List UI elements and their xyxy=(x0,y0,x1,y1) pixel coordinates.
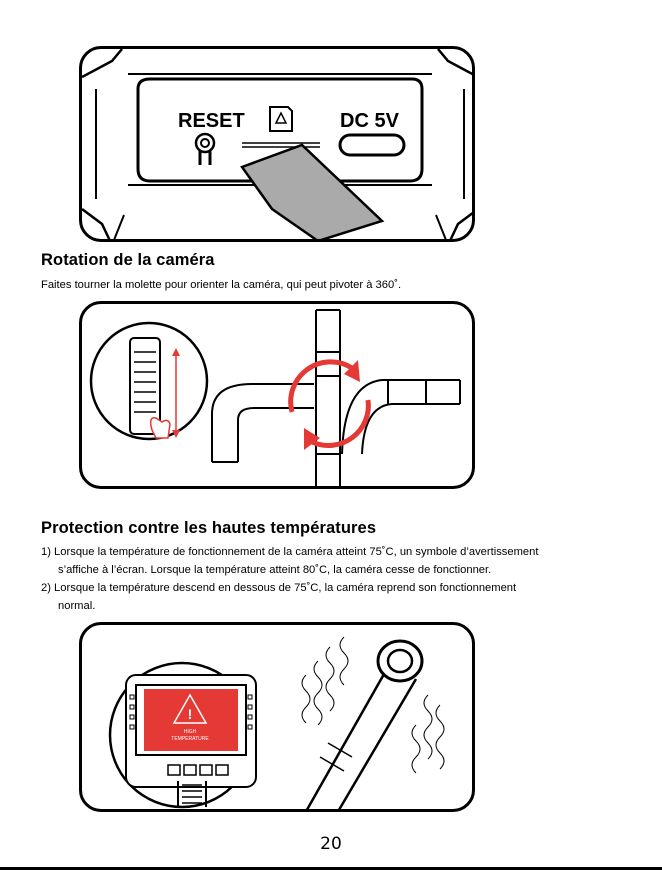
high-temperature-drawing xyxy=(82,625,475,812)
protection-item-1-line-2: s’affiche à l’écran. Lorsque la température atteint 80˚C, la caméra cesse de fonctionner. xyxy=(58,564,492,576)
rotation-drawing xyxy=(82,304,475,489)
rotation-arrows-icon xyxy=(291,360,369,450)
high-temperature-illustration xyxy=(79,622,475,812)
microsd-card-icon xyxy=(242,145,382,241)
warning-text-line-2: TEMPERATURE xyxy=(171,736,209,742)
protection-item-1-line-1: 1) Lorsque la température de fonctionnement de la caméra atteint 75˚C, un symbole d’avertissement xyxy=(41,546,539,558)
dc-label: DC 5V xyxy=(340,110,399,132)
rotation-description: Faites tourner la molette pour orienter la caméra, qui peut pivoter à 360˚. xyxy=(41,279,402,291)
warning-text-line-1: HIGH xyxy=(183,729,197,735)
rotation-wheel-icon xyxy=(91,323,207,439)
rotation-illustration xyxy=(79,301,475,489)
protection-item-2-line-2: normal. xyxy=(58,600,96,612)
heated-probe-icon xyxy=(304,641,422,812)
reset-button-icon xyxy=(196,134,214,165)
reset-label: RESET xyxy=(178,110,245,132)
dc-port-icon xyxy=(340,135,404,155)
protection-item-2-line-1: 2) Lorsque la température descend en dessous de 75˚C, la caméra reprend son fonctionnement xyxy=(41,582,517,594)
port-panel-illustration xyxy=(79,46,475,242)
port-panel-drawing xyxy=(82,49,475,242)
device-screen-icon xyxy=(110,663,256,807)
camera-probe-icon xyxy=(212,310,460,489)
section-heading-protection: Protection contre les hautes températures xyxy=(41,519,377,537)
page-number: 20 xyxy=(320,834,342,854)
section-heading-rotation: Rotation de la caméra xyxy=(41,251,215,269)
sd-card-icon xyxy=(270,107,292,131)
svg-text:!: ! xyxy=(187,706,193,722)
